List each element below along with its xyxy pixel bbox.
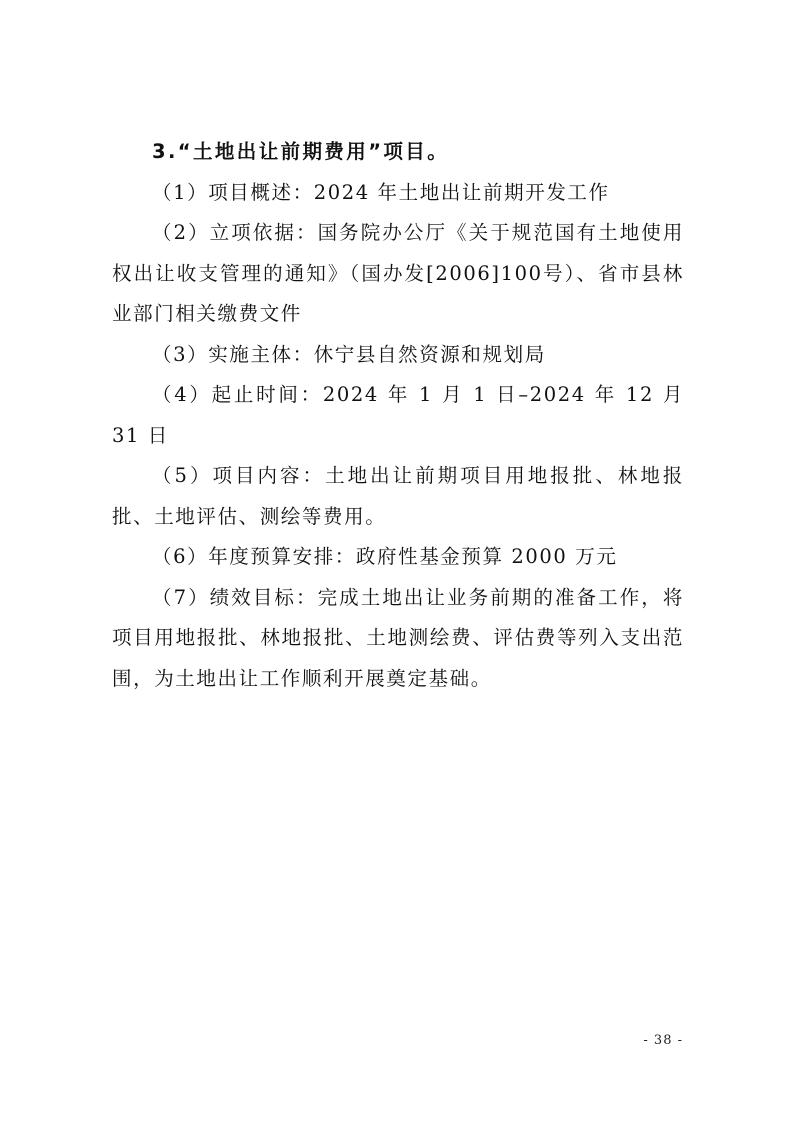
paragraph-period: （4）起止时间：2024 年 1 月 1 日–2024 年 12 月 31 日 bbox=[112, 383, 684, 447]
paragraph-budget: （6）年度预算安排：政府性基金预算 2000 万元 bbox=[152, 545, 618, 568]
paragraph-basis: （2）立项依据：国务院办公厅《关于规范国有土地使用权出让收支管理的通知》（国办发[2006]100号）、省市县林业部门相关缴费文件 bbox=[112, 221, 684, 325]
page-number: - 38 - bbox=[643, 1033, 683, 1048]
paragraph-overview: （1）项目概述：2024 年土地出让前期开发工作 bbox=[152, 180, 610, 204]
document-body bbox=[112, 132, 684, 699]
paragraph-content: （5）项目内容：土地出让前期项目用地报批、林地报批、土地评估、测绘等费用。 bbox=[112, 464, 684, 528]
section-heading: 3.“土地出让前期费用”项目。 bbox=[152, 140, 450, 163]
paragraph-implementer: （3）实施主体：休宁县自然资源和规划局 bbox=[152, 342, 546, 366]
paragraph-goal: （7）绩效目标：完成土地出让业务前期的准备工作，将项目用地报批、林地报批、土地测绘费、评估费等列入支出范围，为土地出让工作顺利开展奠定基础。 bbox=[112, 585, 684, 690]
